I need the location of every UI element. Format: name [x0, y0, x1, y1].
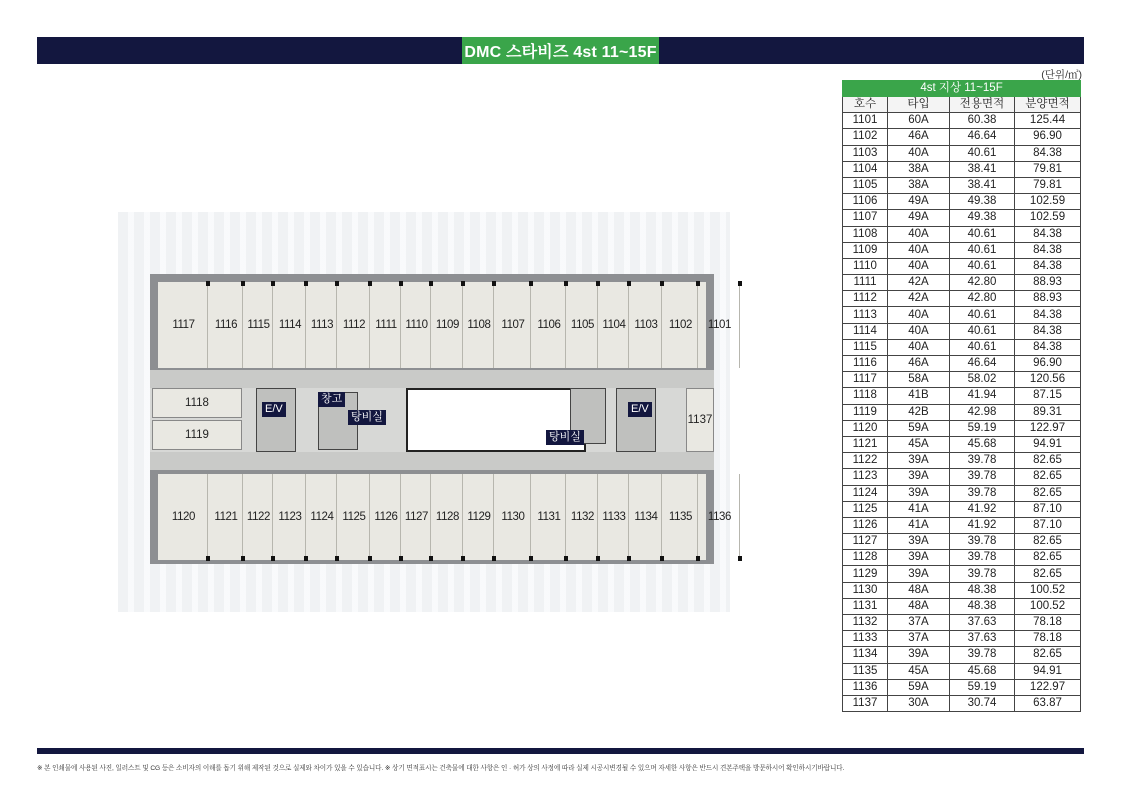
unit-1137: 1137: [686, 388, 714, 452]
cell-type: 41A: [888, 517, 950, 533]
cell-exclusive-area: 39.78: [950, 534, 1015, 550]
table-row: [843, 582, 1081, 598]
cell-sale-area: 125.44: [1015, 113, 1081, 129]
cell-sale-area: 84.38: [1015, 145, 1081, 161]
table-row: [843, 323, 1081, 339]
unit-1122: 1122: [245, 474, 273, 560]
cell-type: 40A: [888, 339, 950, 355]
unit-1134: 1134: [631, 474, 662, 560]
table-row: [843, 534, 1081, 550]
cell-sale-area: 82.65: [1015, 469, 1081, 485]
cell-sale-area: 88.93: [1015, 291, 1081, 307]
cell-type: 45A: [888, 663, 950, 679]
cell-type: 60A: [888, 113, 950, 129]
unit-label: (단위/㎡): [1041, 69, 1082, 81]
cell-unit: 1101: [843, 113, 888, 129]
cell-exclusive-area: 48.38: [950, 582, 1015, 598]
cell-exclusive-area: 39.78: [950, 566, 1015, 582]
cell-unit: 1123: [843, 469, 888, 485]
cell-unit: 1124: [843, 485, 888, 501]
unit-1124: 1124: [308, 474, 337, 560]
cell-unit: 1137: [843, 695, 888, 711]
column-header-unit: 호수: [843, 97, 888, 113]
unit-1106: 1106: [533, 282, 566, 368]
cell-sale-area: 84.38: [1015, 258, 1081, 274]
left-elevator-core: [256, 388, 296, 452]
cell-sale-area: 84.38: [1015, 339, 1081, 355]
corridor-lane-top: [150, 370, 714, 388]
column-header-exclusive-area: 전용면적: [950, 97, 1015, 113]
cell-exclusive-area: 42.98: [950, 404, 1015, 420]
table-row: [843, 356, 1081, 372]
cell-unit: 1103: [843, 145, 888, 161]
table-row: [843, 113, 1081, 129]
cell-exclusive-area: 45.68: [950, 436, 1015, 452]
cell-sale-area: 122.97: [1015, 679, 1081, 695]
cell-sale-area: 84.38: [1015, 242, 1081, 258]
cell-sale-area: 78.18: [1015, 615, 1081, 631]
unit-1116: 1116: [210, 282, 243, 368]
unit-1113: 1113: [308, 282, 337, 368]
unit-1108: 1108: [465, 282, 494, 368]
cell-type: 40A: [888, 226, 950, 242]
cell-sale-area: 78.18: [1015, 631, 1081, 647]
cell-unit: 1130: [843, 582, 888, 598]
cell-type: 41B: [888, 388, 950, 404]
cell-type: 39A: [888, 566, 950, 582]
unit-1114: 1114: [275, 282, 306, 368]
table-row: [843, 161, 1081, 177]
cell-exclusive-area: 39.78: [950, 469, 1015, 485]
cell-type: 42B: [888, 404, 950, 420]
cell-exclusive-area: 49.38: [950, 210, 1015, 226]
cell-exclusive-area: 37.63: [950, 631, 1015, 647]
table-row: [843, 615, 1081, 631]
unit-1127: 1127: [403, 474, 431, 560]
table-row: [843, 194, 1081, 210]
cell-type: 45A: [888, 436, 950, 452]
cell-exclusive-area: 40.61: [950, 145, 1015, 161]
cell-exclusive-area: 59.19: [950, 679, 1015, 695]
cell-unit: 1112: [843, 291, 888, 307]
cell-sale-area: 79.81: [1015, 177, 1081, 193]
table-section-title: 4st 지상 11~15F: [843, 81, 1081, 97]
table-row: [843, 453, 1081, 469]
cell-exclusive-area: 60.38: [950, 113, 1015, 129]
cell-unit: 1116: [843, 356, 888, 372]
cell-unit: 1107: [843, 210, 888, 226]
cell-exclusive-area: 30.74: [950, 695, 1015, 711]
cell-exclusive-area: 39.78: [950, 485, 1015, 501]
cell-type: 39A: [888, 534, 950, 550]
cell-unit: 1133: [843, 631, 888, 647]
unit-1111: 1111: [372, 282, 401, 368]
cell-type: 39A: [888, 485, 950, 501]
cell-type: 59A: [888, 420, 950, 436]
cell-type: 38A: [888, 177, 950, 193]
cell-unit: 1113: [843, 307, 888, 323]
table-row: [843, 372, 1081, 388]
cell-unit: 1114: [843, 323, 888, 339]
unit-1120: 1120: [160, 474, 208, 560]
cell-unit: 1132: [843, 615, 888, 631]
cell-unit: 1111: [843, 275, 888, 291]
cell-unit: 1129: [843, 566, 888, 582]
cell-type: 48A: [888, 598, 950, 614]
cell-unit: 1127: [843, 534, 888, 550]
cell-unit: 1131: [843, 598, 888, 614]
table-row: [843, 485, 1081, 501]
cell-type: 48A: [888, 582, 950, 598]
unit-1107: 1107: [496, 282, 531, 368]
cell-exclusive-area: 40.61: [950, 323, 1015, 339]
cell-exclusive-area: 37.63: [950, 615, 1015, 631]
cell-sale-area: 94.91: [1015, 663, 1081, 679]
cell-type: 39A: [888, 647, 950, 663]
cell-sale-area: 84.38: [1015, 307, 1081, 323]
cell-type: 40A: [888, 258, 950, 274]
cell-exclusive-area: 39.78: [950, 550, 1015, 566]
unit-1126: 1126: [372, 474, 401, 560]
cell-exclusive-area: 40.61: [950, 307, 1015, 323]
cell-type: 41A: [888, 501, 950, 517]
table-row: [843, 695, 1081, 711]
unit-1125: 1125: [339, 474, 370, 560]
cell-type: 40A: [888, 242, 950, 258]
cell-unit: 1102: [843, 129, 888, 145]
unit-1132: 1132: [568, 474, 598, 560]
cell-sale-area: 122.97: [1015, 420, 1081, 436]
table-row: [843, 436, 1081, 452]
cell-unit: 1106: [843, 194, 888, 210]
table-row: [843, 242, 1081, 258]
table-row: [843, 339, 1081, 355]
unit-1129: 1129: [465, 474, 494, 560]
unit-1102: 1102: [664, 282, 698, 368]
table-row: [843, 291, 1081, 307]
cell-type: 42A: [888, 291, 950, 307]
cell-unit: 1115: [843, 339, 888, 355]
table-row: [843, 258, 1081, 274]
cell-exclusive-area: 45.68: [950, 663, 1015, 679]
cell-exclusive-area: 40.61: [950, 258, 1015, 274]
column-post: [738, 281, 742, 286]
unit-1118: 1118: [152, 388, 242, 418]
cell-sale-area: 102.59: [1015, 194, 1081, 210]
cell-exclusive-area: 58.02: [950, 372, 1015, 388]
cell-sale-area: 82.65: [1015, 453, 1081, 469]
cell-type: 40A: [888, 323, 950, 339]
cell-unit: 1105: [843, 177, 888, 193]
unit-1131: 1131: [533, 474, 566, 560]
cell-exclusive-area: 40.61: [950, 242, 1015, 258]
table-row: [843, 647, 1081, 663]
floor-plan: [118, 212, 730, 612]
cell-exclusive-area: 38.41: [950, 161, 1015, 177]
unit-1128: 1128: [433, 474, 463, 560]
cell-exclusive-area: 41.94: [950, 388, 1015, 404]
cell-sale-area: 79.81: [1015, 161, 1081, 177]
cell-unit: 1104: [843, 161, 888, 177]
unit-1133: 1133: [600, 474, 629, 560]
cell-exclusive-area: 46.64: [950, 356, 1015, 372]
cell-type: 46A: [888, 129, 950, 145]
cell-sale-area: 84.38: [1015, 226, 1081, 242]
cell-type: 37A: [888, 631, 950, 647]
table-row: [843, 404, 1081, 420]
unit-1117: 1117: [160, 282, 208, 368]
cell-type: 30A: [888, 695, 950, 711]
cell-unit: 1118: [843, 388, 888, 404]
table-row: [843, 469, 1081, 485]
right-elevator-core: [616, 388, 656, 452]
unit-1123: 1123: [275, 474, 306, 560]
table-row: [843, 420, 1081, 436]
page-title: DMC 스타비즈 4st 11~15F: [462, 37, 659, 64]
bathroom-label-left: 탕비실: [348, 410, 386, 425]
cell-exclusive-area: 40.61: [950, 226, 1015, 242]
cell-sale-area: 89.31: [1015, 404, 1081, 420]
column-post: [738, 556, 742, 561]
elevator-label-right: E/V: [628, 402, 652, 417]
cell-exclusive-area: 38.41: [950, 177, 1015, 193]
elevator-label-left: E/V: [262, 402, 286, 417]
unit-1110: 1110: [403, 282, 431, 368]
cell-exclusive-area: 48.38: [950, 598, 1015, 614]
cell-sale-area: 96.90: [1015, 356, 1081, 372]
unit-1112: 1112: [339, 282, 370, 368]
cell-sale-area: 84.38: [1015, 323, 1081, 339]
cell-sale-area: 87.15: [1015, 388, 1081, 404]
table-row: [843, 129, 1081, 145]
table-row: [843, 679, 1081, 695]
table-row: [843, 226, 1081, 242]
cell-exclusive-area: 42.80: [950, 291, 1015, 307]
unit-1103: 1103: [631, 282, 662, 368]
cell-sale-area: 100.52: [1015, 582, 1081, 598]
cell-type: 39A: [888, 469, 950, 485]
cell-type: 39A: [888, 453, 950, 469]
unit-1115: 1115: [245, 282, 273, 368]
unit-1109: 1109: [433, 282, 463, 368]
footnote: ※ 본 인쇄물에 사용된 사진, 일러스트 및 CG 등은 소비자의 이해를 돕기 위해 제작된 것으로 실제와 차이가 있을 수 있습니다. ※ 상기 면적표시는 건축물에 대한 사항은 인 · 허가 상의 사정에 따라 실제 시공시변경될 수 있으며 자세한 사항은 반드시 견본주택을 방문하시어 확인하시기바랍니다.: [37, 765, 845, 772]
cell-unit: 1134: [843, 647, 888, 663]
cell-unit: 1109: [843, 242, 888, 258]
cell-exclusive-area: 49.38: [950, 194, 1015, 210]
cell-type: 42A: [888, 275, 950, 291]
cell-type: 49A: [888, 194, 950, 210]
table-row: [843, 145, 1081, 161]
cell-unit: 1125: [843, 501, 888, 517]
cell-type: 38A: [888, 161, 950, 177]
cell-type: 40A: [888, 145, 950, 161]
area-table: [842, 80, 1081, 712]
unit-1101: 1101: [700, 282, 740, 368]
table-row: [843, 631, 1081, 647]
table-row: [843, 517, 1081, 533]
table-row: [843, 566, 1081, 582]
building-outline: [150, 274, 732, 564]
cell-sale-area: 82.65: [1015, 566, 1081, 582]
table-row: [843, 598, 1081, 614]
table-row: [843, 663, 1081, 679]
table-row: [843, 550, 1081, 566]
cell-sale-area: 88.93: [1015, 275, 1081, 291]
cell-sale-area: 102.59: [1015, 210, 1081, 226]
table-row: [843, 275, 1081, 291]
cell-sale-area: 63.87: [1015, 695, 1081, 711]
cell-unit: 1122: [843, 453, 888, 469]
cell-sale-area: 82.65: [1015, 647, 1081, 663]
cell-exclusive-area: 40.61: [950, 339, 1015, 355]
cell-unit: 1126: [843, 517, 888, 533]
unit-1105: 1105: [568, 282, 598, 368]
cell-sale-area: 87.10: [1015, 501, 1081, 517]
table-row: [843, 177, 1081, 193]
column-header-sale-area: 분양면적: [1015, 97, 1081, 113]
cell-unit: 1117: [843, 372, 888, 388]
table-row: [843, 210, 1081, 226]
table-row: [843, 501, 1081, 517]
cell-unit: 1128: [843, 550, 888, 566]
cell-exclusive-area: 39.78: [950, 453, 1015, 469]
unit-1121: 1121: [210, 474, 243, 560]
cell-unit: 1119: [843, 404, 888, 420]
cell-exclusive-area: 41.92: [950, 501, 1015, 517]
cell-unit: 1110: [843, 258, 888, 274]
cell-type: 59A: [888, 679, 950, 695]
cell-sale-area: 96.90: [1015, 129, 1081, 145]
unit-1135: 1135: [664, 474, 698, 560]
cell-sale-area: 120.56: [1015, 372, 1081, 388]
cell-type: 46A: [888, 356, 950, 372]
cell-type: 49A: [888, 210, 950, 226]
cell-type: 37A: [888, 615, 950, 631]
cell-exclusive-area: 59.19: [950, 420, 1015, 436]
cell-sale-area: 82.65: [1015, 550, 1081, 566]
cell-sale-area: 82.65: [1015, 534, 1081, 550]
cell-sale-area: 82.65: [1015, 485, 1081, 501]
footer-bar: [37, 748, 1084, 754]
cell-type: 39A: [888, 550, 950, 566]
unit-1119: 1119: [152, 420, 242, 450]
cell-unit: 1120: [843, 420, 888, 436]
table-row: [843, 388, 1081, 404]
corridor-lane-bottom: [150, 452, 714, 470]
cell-exclusive-area: 42.80: [950, 275, 1015, 291]
table-row: [843, 307, 1081, 323]
cell-type: 40A: [888, 307, 950, 323]
cell-unit: 1108: [843, 226, 888, 242]
unit-1136: 1136: [700, 474, 740, 560]
cell-exclusive-area: 39.78: [950, 647, 1015, 663]
cell-exclusive-area: 41.92: [950, 517, 1015, 533]
cell-type: 58A: [888, 372, 950, 388]
cell-sale-area: 94.91: [1015, 436, 1081, 452]
storage-label: 창고: [318, 392, 345, 407]
cell-unit: 1135: [843, 663, 888, 679]
bathroom-label-right: 탕비실: [546, 430, 584, 445]
cell-exclusive-area: 46.64: [950, 129, 1015, 145]
cell-unit: 1121: [843, 436, 888, 452]
column-header-type: 타입: [888, 97, 950, 113]
cell-unit: 1136: [843, 679, 888, 695]
unit-1130: 1130: [496, 474, 531, 560]
cell-sale-area: 87.10: [1015, 517, 1081, 533]
cell-sale-area: 100.52: [1015, 598, 1081, 614]
unit-1104: 1104: [600, 282, 629, 368]
table-body: [843, 113, 1081, 712]
